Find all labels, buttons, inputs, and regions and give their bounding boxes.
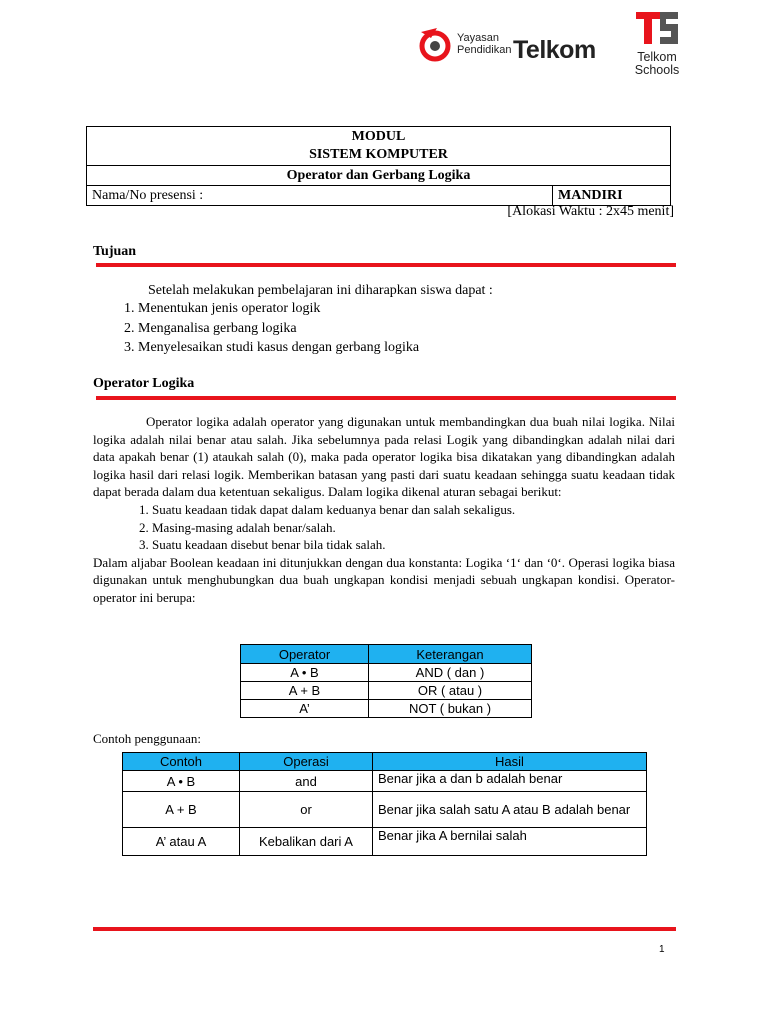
example-table-header: Operasi [240,753,373,771]
description-cell: AND ( dan ) [369,664,532,682]
telkom-schools-mark-icon [634,10,680,46]
module-title-box [86,126,671,206]
tujuan-item: 1. Menentukan jenis operator logik [138,299,419,319]
table-row [123,828,647,856]
operator-logika-body [93,413,675,607]
operation-cell: and [240,771,373,792]
table-row [123,792,647,828]
table-row [241,700,532,718]
logic-rule: 3. Suatu keadaan disebut benar bila tidak salah. [139,537,386,553]
ts-line2: Schools [634,63,680,77]
yayasan-pendidikan-telkom-logo [415,24,605,68]
ypt-line2: Pendidikan [457,44,512,56]
table-row [123,771,647,792]
page-number: 1 [659,944,665,955]
telkom-schools-logo [626,10,688,82]
result-cell: Benar jika A bernilai salah [373,828,647,856]
operator-cell: A + B [241,682,369,700]
logic-rule: 1. Suatu keadaan tidak dapat dalam keduanya benar dan salah sekaligus. [139,501,516,517]
ypt-brand: Telkom [513,36,596,64]
table-row [241,682,532,700]
time-allocation: [Alokasi Waktu : 2x45 menit] [507,204,674,219]
tujuan-item: 2. Menganalisa gerbang logika [138,319,419,339]
tujuan-item: 3. Menyelesaikan studi kasus dengan gerbang logika [138,338,419,358]
example-cell: A • B [123,771,240,792]
logic-rule: 2. Masing-masing adalah benar/salah. [139,519,336,535]
module-subtitle: Operator dan Gerbang Logika [87,166,671,186]
ypt-line1: Yayasan [457,32,499,44]
operator-logika-heading: Operator Logika [93,376,195,391]
ypt-logo-mark-icon [415,24,455,64]
operator-paragraph-1: Operator logika adalah operator yang digunakan untuk membandingkan dua buah nilai logika. Nilai logika adalah nilai benar atau salah. Jika sebelumnya pada relasi Logik yang dibandingkan adalah nilai dari data apakah benar (1) ataukah salah (0), maka pada operator logika bisa dikatakan yang dibandingkan adalah logika hasil dari relasi logik. Memberikan batasan yang pasti dari suatu keadaan sehingga suatu keadaan tidak dapat berada dalam dua ketentuan sekaligus. Dalam logika dikenal aturan sebagai berikut: [93,414,675,500]
operation-cell: or [240,792,373,828]
tujuan-intro: Setelah melakukan pembelajaran ini diharapkan siswa dapat : [148,283,493,298]
ts-line1: Telkom [637,50,677,64]
name-presensi-field: Nama/No presensi : [87,186,553,206]
result-cell: Benar jika a dan b adalah benar [373,771,647,792]
tujuan-heading: Tujuan [93,244,137,259]
example-table-header: Contoh [123,753,240,771]
tujuan-list [96,299,419,358]
description-cell: NOT ( bukan ) [369,700,532,718]
module-label: MODUL [351,129,406,144]
example-table [122,752,647,856]
table-row [241,664,532,682]
operator-table [240,644,532,718]
example-cell: A’ atau A [123,828,240,856]
status-mandiri: MANDIRI [553,186,671,206]
operator-table-header: Operator [241,645,369,664]
operator-cell: A • B [241,664,369,682]
operation-cell: Kebalikan dari A [240,828,373,856]
example-table-header: Hasil [373,753,647,771]
operator-cell: A’ [241,700,369,718]
example-cell: A + B [123,792,240,828]
tujuan-divider [96,263,676,267]
operator-table-header: Keterangan [369,645,532,664]
description-cell: OR ( atau ) [369,682,532,700]
operator-paragraph-2: Dalam aljabar Boolean keadaan ini ditunjukkan dengan dua konstanta: Logika ‘1‘ dan ‘0‘. Operasi logika biasa digunakan untuk menghubungkan dua buah ungkapan kondisi menjadi sebuah ungkapan kondisi. Operator-operator ini berupa: [93,554,675,605]
contoh-label: Contoh penggunaan: [93,731,201,746]
footer-divider [93,927,676,931]
operator-logika-divider [96,396,676,400]
subject-title: SISTEM KOMPUTER [309,147,448,162]
result-cell: Benar jika salah satu A atau B adalah benar [373,792,647,828]
